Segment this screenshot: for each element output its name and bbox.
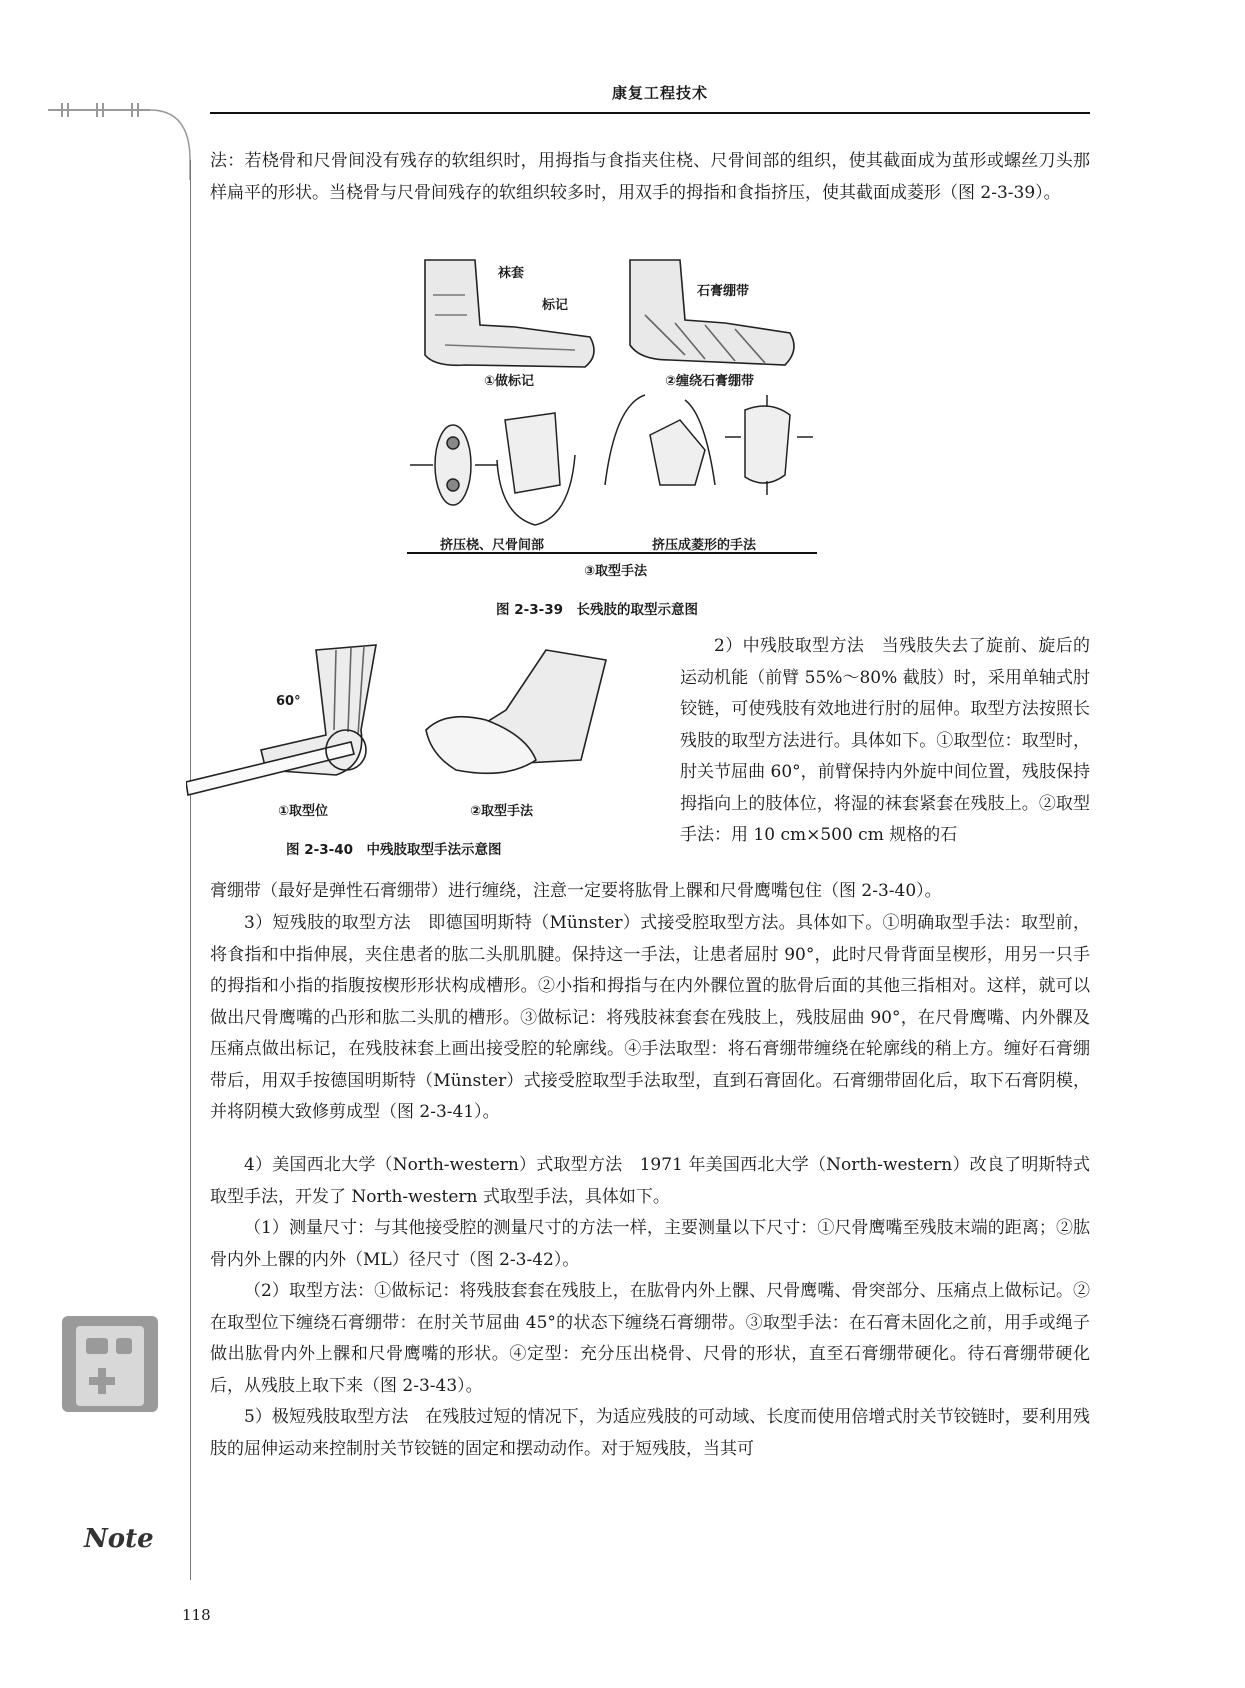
section-2-text: 2）中残肢取型方法 当残肢失去了旋前、旋后的运动机能（前臂 55%～80% 截肢）时，采用单轴式肘铰链，可使残肢有效地进行肘的屈伸。取型方法按照长残肢的取型方法进行。具体如下。①取型位：取型时，肘关节屈曲 60°，前臂保持内外旋中间位置，残肢保持拇指向上的肢体位，将湿的袜套紧套在残肢上。②取型手法：用 10 cm×500 cm 规格的石 [680, 636, 1090, 845]
section-3-text: 3）短残肢的取型方法 即德国明斯特（Münster）式接受腔取型方法。具体如下。①明确取型手法：取型前，将食指和中指伸展，夹住患者的肱二头肌肌腱。保持这一手法，让患者屈肘 90°，此时尺骨背面呈楔形，用另一只手的拇指和小指的指腹按楔形形状构成槽形。②小指和拇指与在内外髁位置的肱骨后面的其他三指相对。这样，就可以做出尺骨鹰嘴的凸形和肱二头肌的槽形。③做标记：将残肢袜套套在残肢上，残肢屈曲 90°，在尺骨鹰嘴、内外髁及压痛点做出标记，在残肢袜套上画出接受腔的轮廓线。④手法取型：将石膏绷带缠绕在轮廓线的稍上方。缠好石膏绷带后，用双手按德国明斯特（Münster）式接受腔取型手法取型，直到石膏固化。石膏绷带固化后，取下石膏阴模，并将阴模大致修剪成型（图 2-3-41）。 [210, 913, 1090, 1122]
label-bandage: 石膏绷带 [697, 284, 750, 299]
intro-paragraph: 法：若桡骨和尺骨间没有残存的软组织时，用拇指与食指夹住桡、尺骨间部的组织，使其截面成为茧形或螺丝刀头那样扁平的形状。当桡骨与尺骨间残存的软组织较多时，用双手的拇指和食指挤压，使其截面成菱形（图 2-3-39）。 [210, 151, 1090, 203]
arm-60deg-illustration [186, 645, 376, 795]
label-tech: ②取型手法 [470, 804, 534, 819]
label-mark: 标记 [542, 298, 569, 313]
label-pos: ①取型位 [278, 804, 329, 819]
running-header-title: 康复工程技术 [611, 84, 708, 102]
page-number: 118 [182, 1606, 211, 1624]
note-label: Note [84, 1524, 154, 1554]
squeeze-illustration-1 [435, 413, 575, 525]
arm-bandage-illustration [630, 260, 794, 365]
label-step3: ③取型手法 [584, 564, 648, 579]
figure-2-3-40-caption: 图 2-3-40 中残肢取型手法示意图 [286, 842, 502, 858]
section-4-text: 4）美国西北大学（North-western）式取型方法 1971 年美国西北大学（North-western）改良了明斯特式取型手法，开发了 North-western 式取型手法，具体如下。 [210, 1155, 1090, 1207]
label-squeeze2: 挤压成菱形的手法 [652, 538, 757, 553]
molding-hands-illustration [426, 650, 606, 773]
label-squeeze1: 挤压桡、尺骨间部 [440, 538, 545, 553]
note-icon [62, 1316, 158, 1412]
label-step2: ②缠绕石膏绷带 [665, 374, 755, 389]
section-4-1-text: （1）测量尺寸：与其他接受腔的测量尺寸的方法一样，主要测量以下尺寸：①尺骨鹰嘴至残肢末端的距离；②肱骨内外上髁的内外（ML）径尺寸（图 2-3-42）。 [210, 1218, 1090, 1270]
margin-rule [190, 160, 191, 1580]
header-rule [210, 112, 1090, 114]
label-60deg: 60° [276, 694, 301, 709]
section-5-text: 5）极短残肢取型方法 在残肢过短的情况下，为适应残肢的可动域、长度而使用倍增式肘关节铰链时，要利用残肢的屈伸运动来控制肘关节铰链的固定和摆动动作。对于短残肢，当其可 [210, 1407, 1090, 1459]
label-sock: 袜套 [498, 266, 525, 281]
figure-2-3-40 [186, 640, 616, 800]
label-step1: ①做标记 [484, 374, 535, 389]
section-4-2-text: （2）取型方法：①做标记：将残肢套套在残肢上，在肱骨内外上髁、尺骨鹰嘴、骨突部分、压痛点上做标记。②在取型位下缠绕石膏绷带：在肘关节屈曲 45°的状态下缠绕石膏绷带。③取型手法：在石膏未固化之前，用手或绳子做出肱骨内外上髁和尺骨鹰嘴的形状。④定型：充分压出桡骨、尺骨的形状，直至石膏绷带硬化。待石膏绷带硬化后，从残肢上取下来（图 2-3-43）。 [210, 1281, 1090, 1396]
corner-decoration [40, 100, 210, 180]
figure-2-3-39-caption: 图 2-3-39 长残肢的取型示意图 [496, 602, 698, 618]
squeeze-illustration-2 [605, 395, 790, 485]
section-2-continued: 膏绷带（最好是弹性石膏绷带）进行缠绕，注意一定要将肱骨上髁和尺骨鹰嘴包住（图 2-3-40）。 [210, 881, 942, 901]
